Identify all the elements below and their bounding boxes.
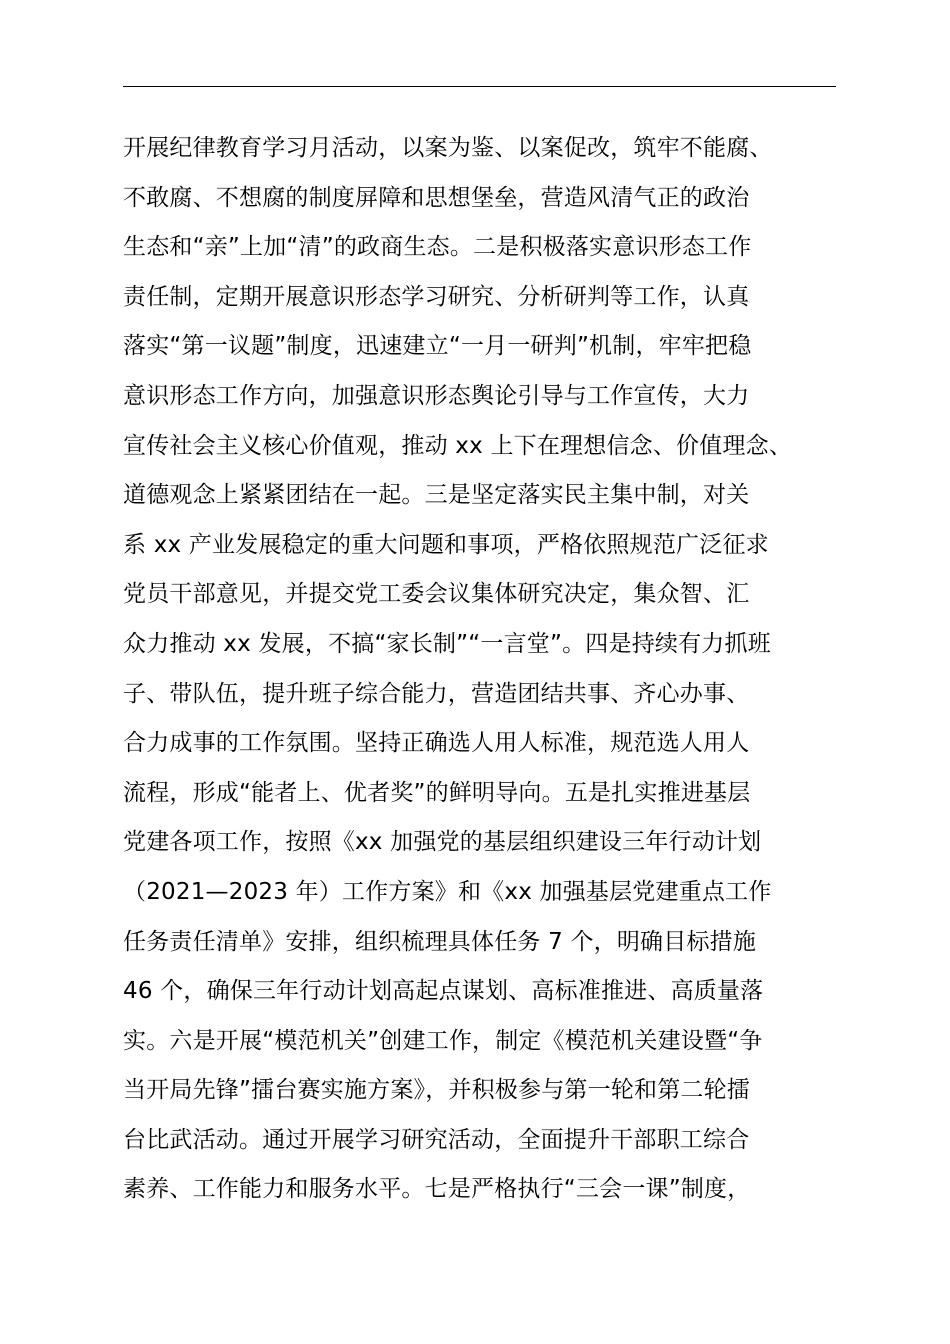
text-line: 合力成事的工作氛围。坚持正确选人用人标准，规范选人用人 [123, 730, 750, 757]
text-line: 当开局先锋”擂台赛实施方案》，并积极参与第一轮和第二轮擂 [123, 1077, 751, 1104]
text-line: 不敢腐、不想腐的制度屏障和思想堡垒，营造风清气正的政治 [123, 184, 750, 211]
text-line: （2021—2023 年）工作方案》和《xx 加强基层党建重点工作 [123, 878, 772, 905]
text-line: 落实“第一议题”制度，迅速建立“一月一研判”机制，牢牢把稳 [123, 333, 752, 360]
text-line: 意识形态工作方向，加强意识形态舆论引导与工作宣传，大力 [123, 382, 750, 409]
text-line: 生态和“亲”上加“清”的政商生态。二是积极落实意识形态工作 [123, 234, 752, 261]
text-line: 46 个，确保三年行动计划高起点谋划、高标准推进、高质量落 [123, 978, 764, 1005]
text-line: 台比武活动。通过开展学习研究活动，全面提升干部职工综合 [123, 1126, 750, 1153]
text-line: 道德观念上紧紧团结在一起。三是坚定落实民主集中制，对关 [123, 482, 750, 509]
text-line: 任务责任清单》安排，组织梳理具体任务 7 个，明确目标措施 [123, 928, 757, 955]
text-line: 众力推动 xx 发展，不搞“家长制”“一言堂”。四是持续有力抓班 [123, 630, 771, 657]
text-line: 子、带队伍，提升班子综合能力，营造团结共事、齐心办事、 [123, 680, 750, 707]
body-paragraph [123, 124, 883, 1215]
header-divider [123, 86, 836, 87]
text-line: 流程，形成“能者上、优者奖”的鲜明导向。五是扎实推进基层 [123, 779, 751, 806]
text-line: 党员干部意见，并提交党工委会议集体研究决定，集众智、汇 [123, 581, 750, 608]
text-line: 系 xx 产业发展稳定的重大问题和事项，严格依照规范广泛征求 [123, 531, 769, 558]
text-line: 开展纪律教育学习月活动，以案为鉴、以案促改，筑牢不能腐、 [123, 135, 773, 161]
text-line: 实。六是开展“模范机关”创建工作，制定《模范机关建设暨“争 [123, 1027, 763, 1054]
text-line: 党建各项工作，按照《xx 加强党的基层组织建设三年行动计划 [123, 829, 762, 856]
text-line: 责任制，定期开展意识形态学习研究、分析研判等工作，认真 [123, 283, 750, 310]
text-line: 素养、工作能力和服务水平。七是严格执行“三会一课”制度， [123, 1176, 751, 1203]
text-line: 宣传社会主义核心价值观，推动 xx 上下在理想信念、价值理念、 [123, 432, 793, 459]
